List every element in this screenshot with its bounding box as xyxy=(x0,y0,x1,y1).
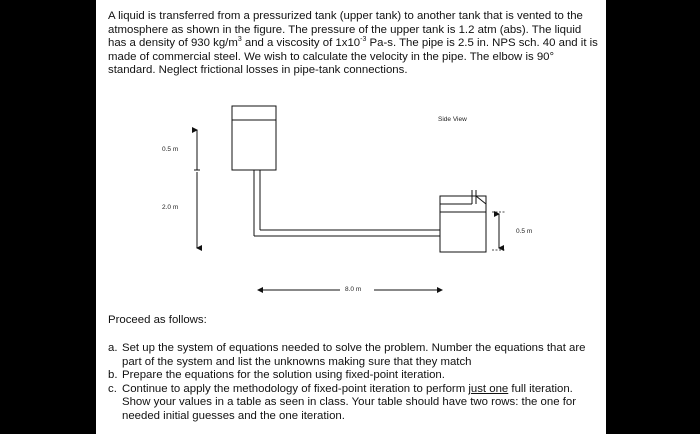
step-letter: b. xyxy=(108,369,118,382)
tank-system-figure xyxy=(96,100,606,300)
step-text: Set up the system of equations needed to solve the problem. Number the equations that are part of the system and list the unknowns making sure that they match xyxy=(122,342,586,368)
upper-height-label: 0.5 m xyxy=(162,146,179,153)
tank-diagram xyxy=(96,100,606,300)
problem-page xyxy=(96,0,606,434)
step-letter: a. xyxy=(108,342,118,354)
step-text xyxy=(122,383,602,424)
pipe xyxy=(254,170,440,236)
statement-part-1: A liquid is transferred from a pressurized tank (upper tank) to another tank that is vented to the atmosphere as shown in the figure. The pressure of the upper tank is 1.2 atm (abs). The liquid has a density of 930 kg/m xyxy=(108,10,583,50)
upper-height-dimension xyxy=(194,130,200,248)
step-letter: c. xyxy=(108,382,117,395)
statement-part-2: and a viscosity of 1x10 xyxy=(241,37,361,50)
statement-part-3: Pa-s. The pipe is 2.5 in. NPS sch. 40 and it is made of commercial steel. We wish to calculate the velocity in the pipe. The elbow is 90° standard. Neglect frictional losses in pipe-tank connections. xyxy=(108,37,598,77)
proceed-heading: Proceed as follows: xyxy=(108,314,207,326)
lower-height-label: 0.5 m xyxy=(516,228,533,235)
step-text-pre: Continue to apply the methodology of fixed-point iteration to perform xyxy=(122,382,469,395)
density-exponent: 3 xyxy=(237,36,242,44)
step-text-post: full iteration. Show your values in a table as seen in class. Your table should have two rows: the one for needed initial guesses and the one iteration. xyxy=(122,382,577,422)
viscosity-exponent: -3 xyxy=(360,36,367,44)
step-text-underlined: just one xyxy=(468,382,509,395)
lower-height-dimension xyxy=(492,212,506,250)
upper-tank xyxy=(232,106,276,170)
side-view-label: Side View xyxy=(438,116,467,123)
step-b xyxy=(108,369,602,383)
drop-height-label: 2.0 m xyxy=(162,204,179,211)
lower-tank xyxy=(440,190,486,252)
step-a xyxy=(108,342,602,369)
step-c xyxy=(108,383,602,424)
length-label: 8.0 m xyxy=(345,286,362,293)
problem-statement xyxy=(108,10,602,78)
steps-list xyxy=(108,342,602,424)
step-text: Prepare the equations for the solution using fixed-point iteration. xyxy=(122,369,445,382)
